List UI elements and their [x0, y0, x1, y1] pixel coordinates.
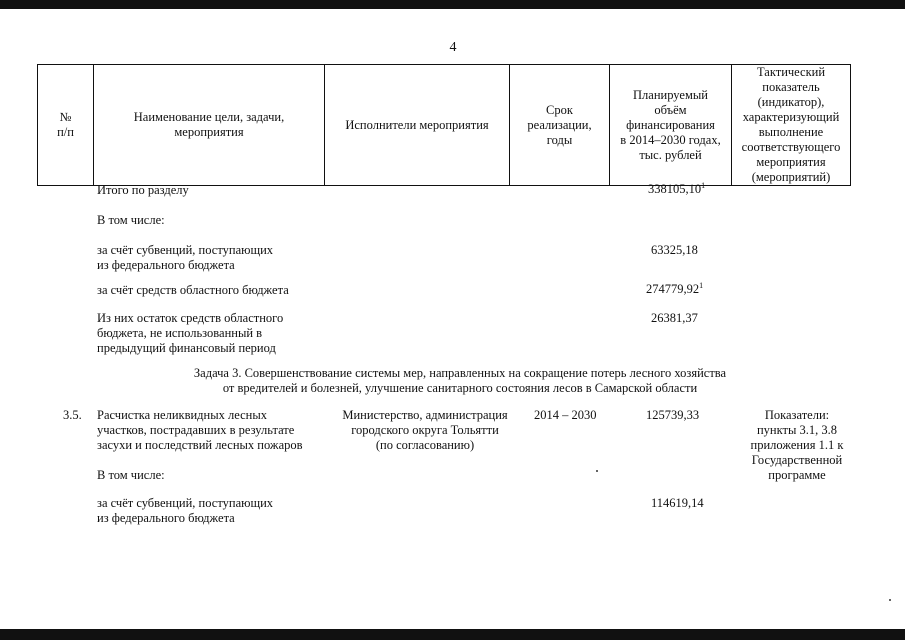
item-federal-value: 114619,14 — [651, 496, 704, 510]
item-federal-label: за счёт субвенций, поступающих из федерального бюджета — [97, 496, 274, 525]
section-remainder-label: Из них остаток средств областного бюджета, не использованный в предыдущий финансовый период — [97, 311, 284, 355]
item-term: 2014 – 2030 — [534, 408, 597, 422]
item-including: В том числе: — [97, 468, 165, 482]
header-name: Наименование цели, задачи, мероприятия — [94, 65, 325, 186]
item-indicator: Показатели: пункты 3.1, 3.8 приложения 1.1 к Государственной программе — [750, 408, 844, 482]
header-executors: Исполнители мероприятия — [325, 65, 510, 186]
header-term: Срок реализации, годы — [510, 65, 610, 186]
section-federal-value: 63325,18 — [651, 243, 698, 257]
section-remainder-value: 26381,37 — [651, 311, 698, 325]
task-heading: Задача 3. Совершенствование системы мер, направленных на сокращение потерь лесного хозяйства от вредителей и болезней, улучшение санитарного состояния лесов в Самарской области — [193, 366, 727, 395]
item-value: 125739,33 — [646, 408, 700, 422]
table-header — [37, 64, 851, 186]
section-total-value: 338105,10$^1$ — [648, 181, 706, 196]
section-federal-label: за счёт субвенций, поступающих из федерального бюджета — [97, 243, 274, 272]
header-num: № п/п — [38, 65, 94, 186]
item-name: Расчистка неликвидных лесных участков, пострадавших в результате засухи и последствий лесных пожаров — [97, 408, 303, 452]
item-executors: Министерство, администрация городского округа Тольятти (по согласованию) — [342, 408, 508, 452]
section-regional-value: 274779,92$^1$ — [646, 281, 704, 296]
item-number: 3.5. — [63, 408, 82, 422]
header-indicator: Тактический показатель (индикатор), характеризующий выполнение соответствующего мероприятия (мероприятий) — [732, 65, 851, 186]
header-funding: Планируемый объём финансирования в 2014–2030 годах, тыс. рублей — [610, 65, 732, 186]
scan-bottom-edge — [0, 629, 905, 640]
scan-speck — [889, 599, 891, 601]
section-regional-label: за счёт средств областного бюджета — [97, 283, 289, 297]
scan-speck — [596, 470, 598, 472]
scan-top-edge — [0, 0, 905, 9]
page-number: 4 — [449, 40, 457, 55]
section-including: В том числе: — [97, 213, 165, 227]
section-total-label: Итого по разделу — [97, 183, 189, 197]
